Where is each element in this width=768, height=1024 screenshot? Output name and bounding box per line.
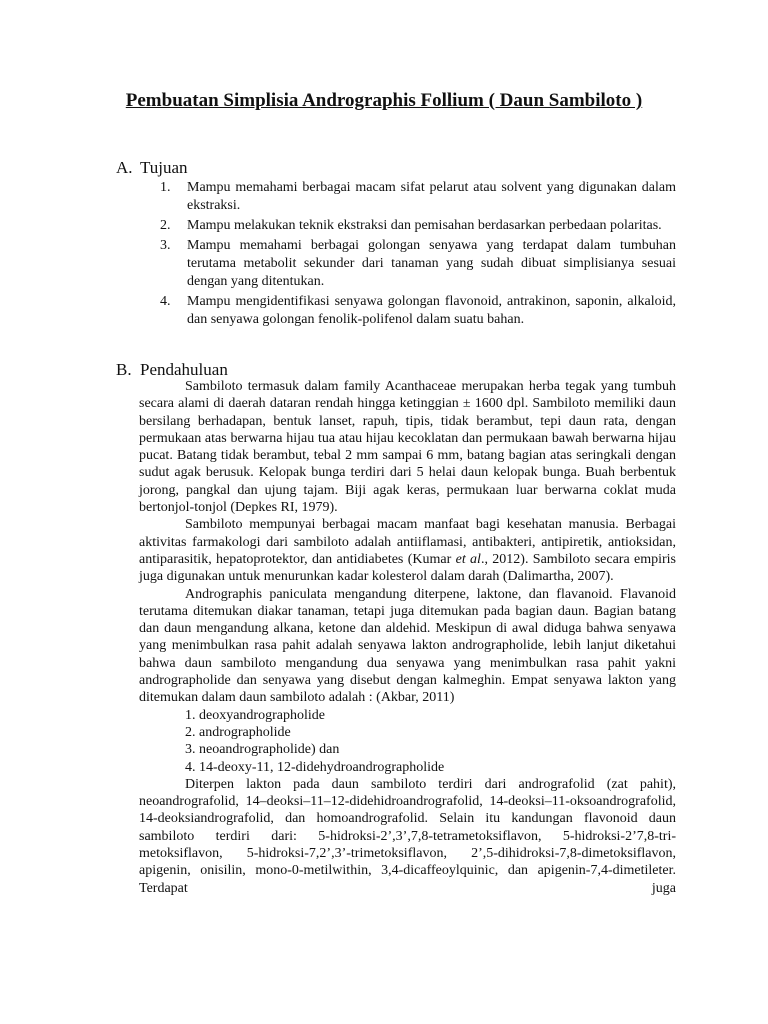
list-item-number: 4. [160,294,171,309]
list-item-number: 1. [160,180,171,195]
list-item-number: 3. [160,238,171,253]
sublist-item: 1. deoxyandrographolide [185,707,325,723]
list-item-text: Mampu memahami berbagai macam sifat pelarut atau solvent yang digunakan dalam ekstraksi. [187,180,676,213]
paragraph-1: Sambiloto termasuk dalam family Acanthaceae merupakan herba tegak yang tumbuh secara alami di daerah dataran rendah hingga ketinggian ± 1600 dpl. Sambiloto memiliki daun bersilang berhadapan, bentuk lanset, rapuh, tipis, tidak berambut, tepi daun rata, dengan permukaan atas berwarna hijau tua atau hijau kecoklatan dan permukaan bawah berwarna hijau pucat. Batang tidak berambut, tebal 2 mm sampai 6 mm, batang bagian atas seringkali dengan sudut agak berusuk. Kelopak bunga terdiri dari 5 helai daun kelopak bunga. Buah berbentuk jorong, pangkal dan ujung tajam. Biji agak keras, permukaan luar berwarna coklat muda bertonjol-tonjol (Depkes RI, 1979). [139,379,676,516]
list-item-text: Mampu mengidentifikasi senyawa golongan flavonoid, antrakinon, saponin, alkaloid, dan senyawa golongan fenolik-polifenol dalam suatu bahan. [187,294,676,327]
sublist-item: 2. andrographolide [185,724,291,740]
paragraph-2 [139,516,676,585]
section-b-title: Pendahuluan [140,360,228,379]
list-item-number: 2. [160,218,171,233]
paragraph-3: Andrographis paniculata mengandung diterpene, laktone, dan flavanoid. Flavanoid terutama ditemukan diakar tanaman, tetapi juga ditemukan pada bagian daun. Bagian batang dan daun mengandung alkana, ketone dan aldehid. Meskipun di awal diduga bahwa senyawa yang menimbulkan rasa pahit adalah senyawa lakton andrographolide, lebih lanjut diketahui bahwa daun sambiloto mengandung dua senyawa yang menimbulkan rasa pahit yakni andrographolide dan senyawa yang disebut dengan kalmeghin. Empat senyawa lakton yang ditemukan dalam daun sambiloto adalah : (Akbar, 2011) [139,586,676,706]
pendahuluan-body [139,378,676,897]
section-a-title: Tujuan [140,158,188,177]
paragraph-2-text: Sambiloto mempunyai berbagai macam manfaat bagi kesehatan manusia. Berbagai aktivitas farmakologi dari sambiloto adalah antiiflamasi, antibakteri, antipiretik, antioksidan, antiparasitik, hepatoprotektor, dan antidiabetes (Kumar [139,517,676,567]
list-item [160,237,676,291]
section-b-letter: B. [116,360,132,379]
paragraph-2-italic: et al [455,551,481,567]
list-item-text: Mampu memahami berbagai golongan senyawa yang terdapat dalam tumbuhan terutama metabolit sekunder dari tanaman yang sudah dibuat simplisianya sesuai dengan yang ditentukan. [187,238,676,289]
section-a-letter: A. [116,158,133,177]
list-item-text: Mampu melakukan teknik ekstraksi dan pemisahan berdasarkan perbedaan polaritas. [187,218,662,233]
list-item [160,179,676,215]
paragraph-2-text-end: ., 2012). Sambiloto secara empiris juga digunakan untuk menurunkan kadar kolesterol dalam darah (Dalimartha, 2007). [139,551,677,585]
paragraph-4: Diterpen lakton pada daun sambiloto terdiri dari andrografolid (zat pahit), neoandrografolid, 14–deoksi–11–12-didehidroandrografolid, 14-deoksi–11-oksoandrografolid, 14-deoksiandrografolid, dan homoandrografolid. Selain itu kandungan flavonoid daun sambiloto terdiri dari: 5-hidroksi-2’,3’,7,8-tetrametoksiflavon, 5-hidroksi-2’7,8-tri-metoksiflavon, 5-hidroksi-7,2’,3’-trimetoksiflavon, 2’,5-dihidroksi-7,8-dimetoksiflavon, apigenin, onisilin, mono-0-metilwithin, 3,4-dicaffeoylquinic, dan apigenin-7,4-dimetileter. Terdapat juga [139,776,676,896]
list-item [160,293,676,329]
sublist-item: 3. neoandrographolide) dan [185,742,340,758]
list-item [160,217,676,235]
section-b-heading [116,360,228,380]
tujuan-list [160,179,676,331]
section-a-heading [116,158,188,178]
sublist-item: 4. 14-deoxy-11, 12-didehydroandrographolide [185,759,445,775]
document-title: Pembuatan Simplisia Andrographis Follium ( Daun Sambiloto ) [125,90,643,111]
